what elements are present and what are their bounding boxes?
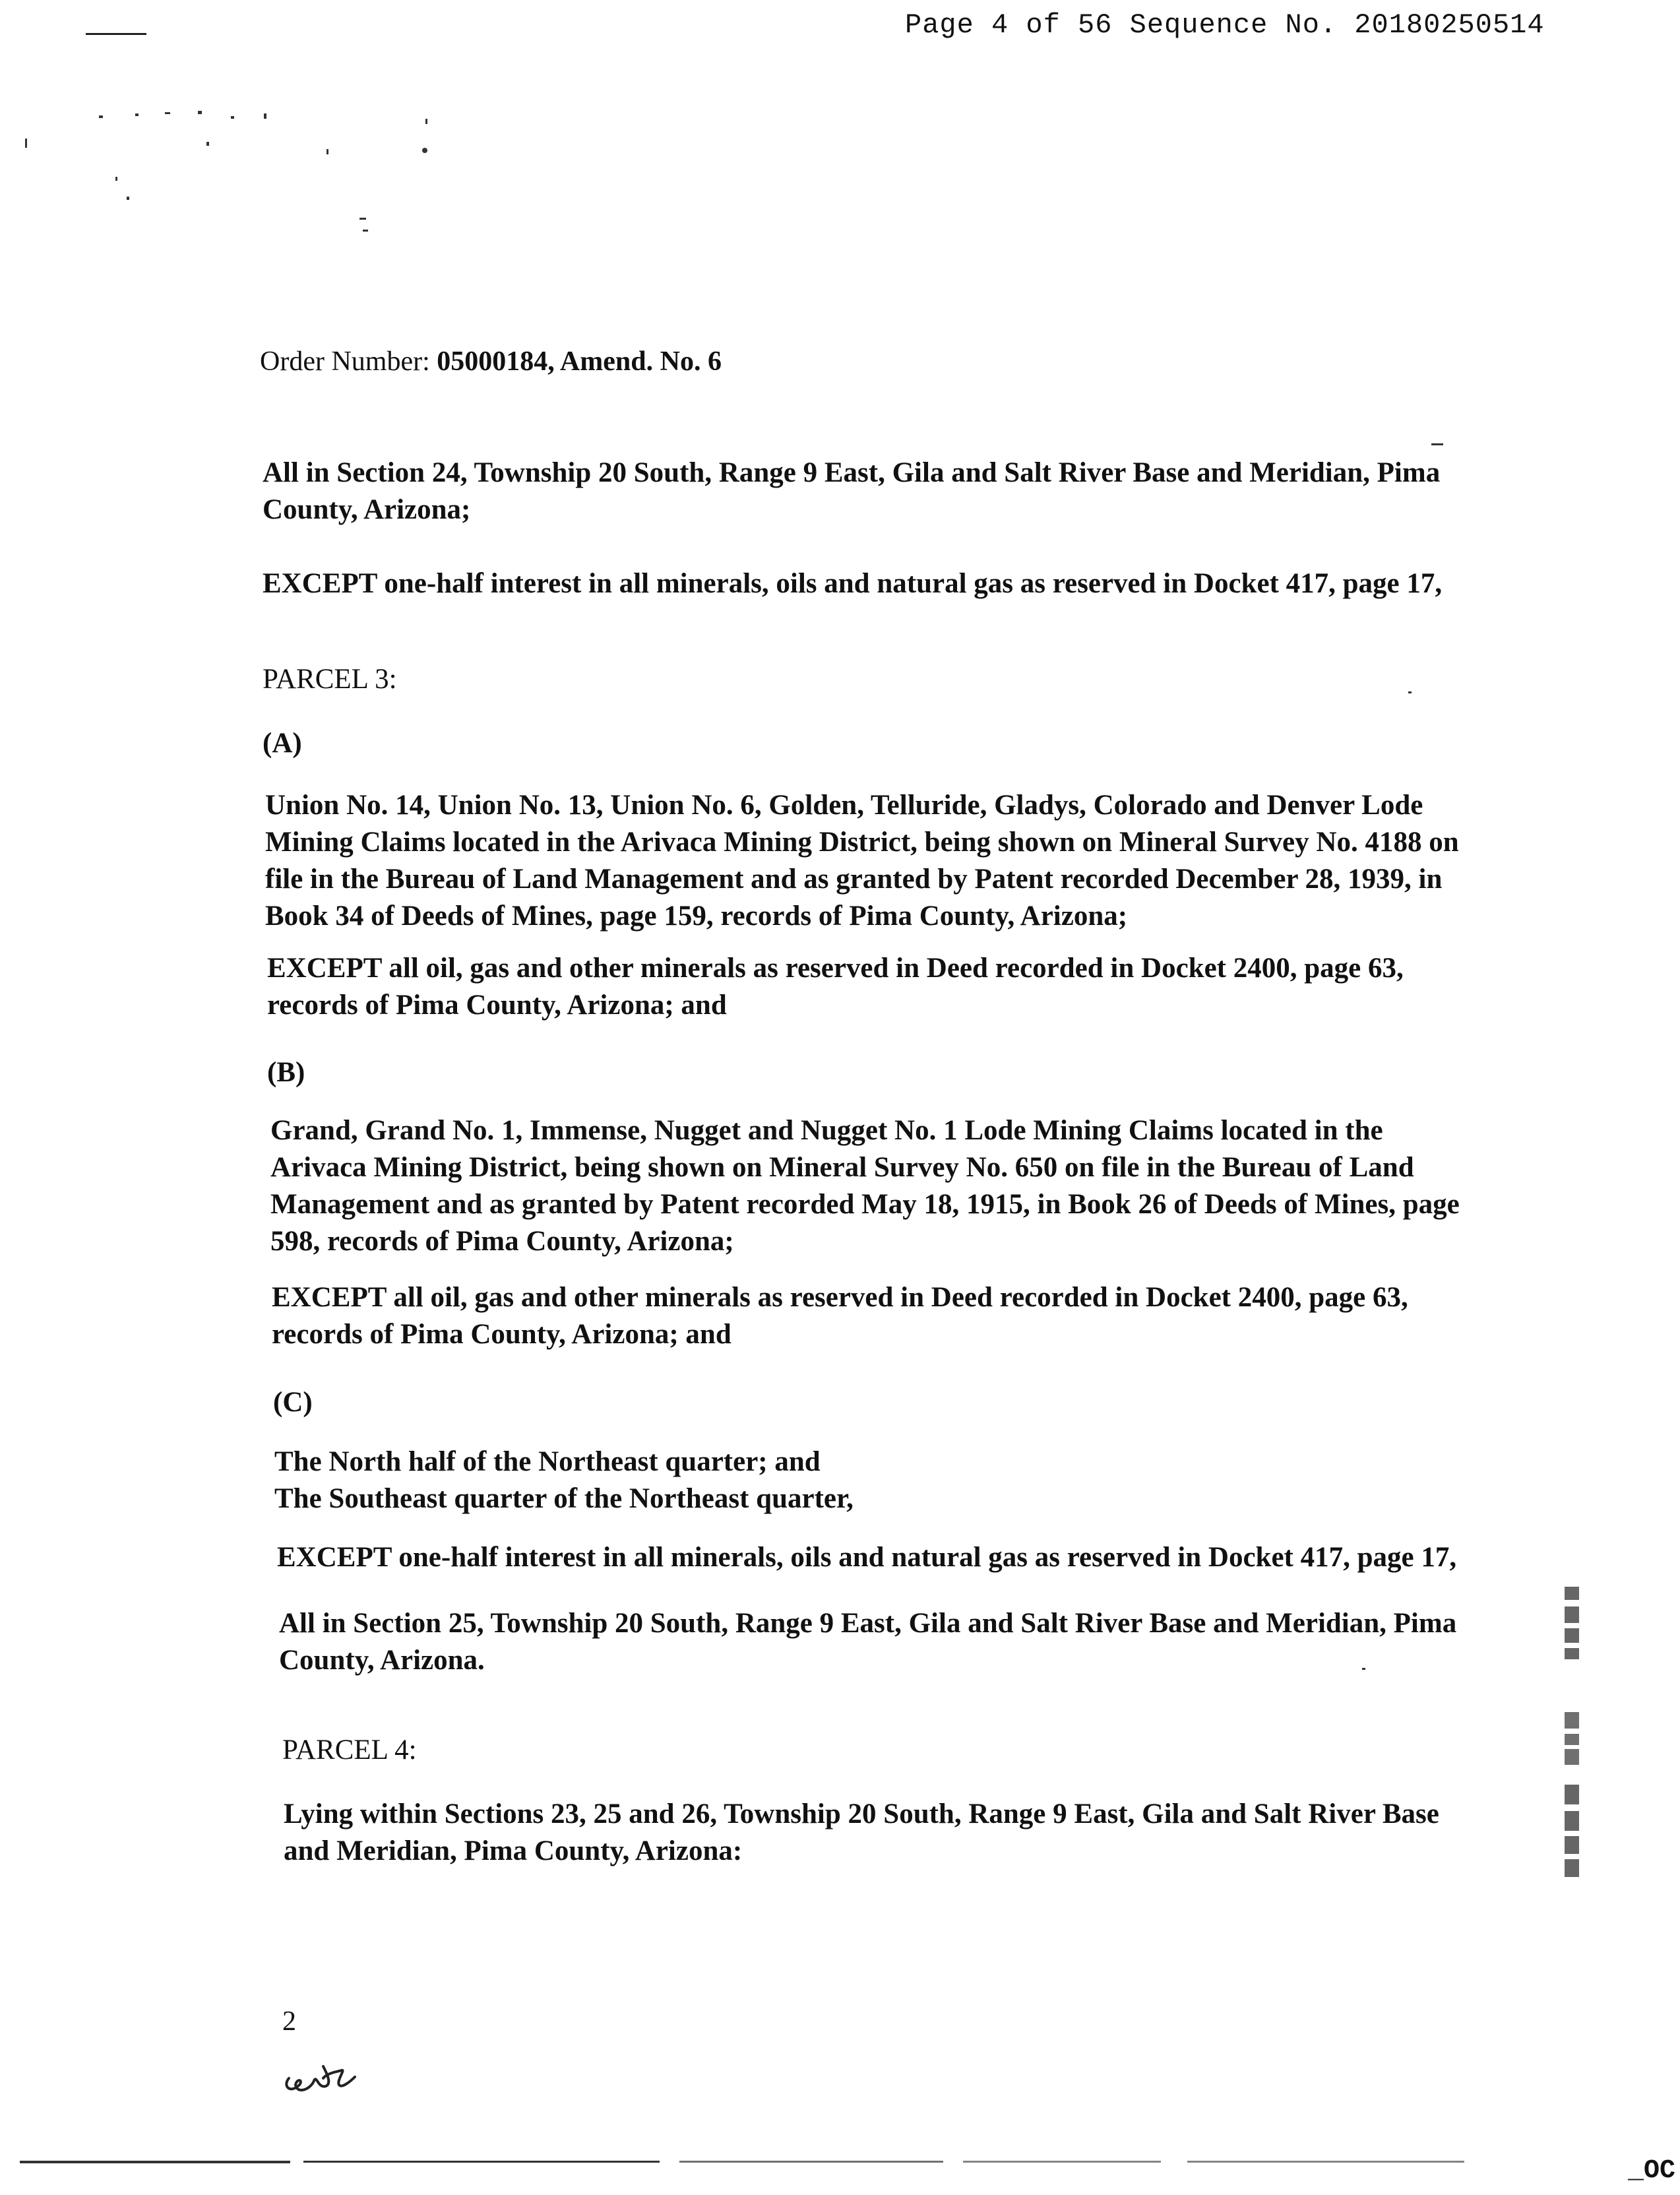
order-number-label: Order Number:: [260, 346, 430, 377]
text-line: records of Pima County, Arizona; and: [272, 1319, 731, 1350]
scan-speck: [165, 112, 170, 114]
text-line: Arivaca Mining District, being shown on Mineral Survey No. 650 on file in the Bureau of Land: [270, 1152, 1414, 1183]
text-line: and Meridian, Pima County, Arizona:: [284, 1835, 743, 1866]
page-header: Page 4 of 56 Sequence No. 20180250514: [905, 9, 1545, 41]
scan-speck: [363, 230, 368, 232]
text-line: EXCEPT one-half interest in all minerals, oils and natural gas as reserved in Docket 417, page 17,: [277, 1542, 1457, 1573]
scan-speck: [135, 113, 139, 116]
text-line: Mining Claims located in the Arivaca Mining District, being shown on Mineral Survey No. 4188 on: [265, 827, 1459, 858]
scan-speck: [264, 113, 266, 119]
scan-speck: [1431, 443, 1443, 445]
text-line: (C): [273, 1387, 313, 1418]
text-line: Grand, Grand No. 1, Immense, Nugget and Nugget No. 1 Lode Mining Claims located in the: [270, 1115, 1383, 1146]
label-c: [273, 1384, 313, 1421]
scan-speck: [425, 119, 427, 124]
text-line: (A): [263, 728, 302, 759]
scan-speck: [127, 197, 129, 200]
order-number-value: 05000184, Amend. No. 6: [437, 346, 722, 377]
paragraph-union-claims: [265, 787, 1459, 935]
scan-speck: [422, 148, 427, 153]
order-number: [260, 346, 722, 377]
handwritten-initials: [277, 2052, 369, 2105]
text-line: All in Section 25, Township 20 South, Range 9 East, Gila and Salt River Base and Meridian, Pima: [279, 1608, 1457, 1639]
side-stamp-mark: [1558, 1587, 1584, 1897]
heading-parcel-3: [263, 661, 397, 698]
scan-speck: [115, 177, 117, 181]
paragraph-section-25: [279, 1605, 1456, 1679]
scan-speck: [25, 139, 27, 148]
paragraph-except-docket-417: [263, 565, 1442, 602]
scan-speck: [359, 218, 366, 220]
text-line: County, Arizona;: [263, 494, 471, 525]
paragraph-grand-claims: [270, 1112, 1460, 1260]
text-line: County, Arizona.: [279, 1645, 485, 1676]
text-line: Management and as granted by Patent recorded May 18, 1915, in Book 26 of Deeds of Mines, page: [270, 1189, 1460, 1220]
bottom-scan-line: [303, 2161, 660, 2163]
scan-speck: [206, 142, 209, 146]
corner-mark: _OC: [1628, 2156, 1676, 2186]
text-line: EXCEPT all oil, gas and other minerals as reserved in Deed recorded in Docket 2400, page 63,: [267, 953, 1404, 984]
label-b: [267, 1054, 305, 1091]
text-line: Lying within Sections 23, 25 and 26, Township 20 South, Range 9 East, Gila and Salt River Base: [284, 1798, 1439, 1829]
bottom-scan-line: [679, 2161, 943, 2163]
text-line: The Southeast quarter of the Northeast quarter,: [274, 1483, 854, 1514]
paragraph-northeast-quarter: [274, 1444, 854, 1517]
text-line: Book 34 of Deeds of Mines, page 159, records of Pima County, Arizona;: [265, 901, 1128, 932]
scan-speck: [327, 149, 328, 154]
scan-speck: [231, 116, 234, 119]
bottom-scan-line: [20, 2161, 290, 2163]
bottom-scan-line: [963, 2161, 1161, 2163]
heading-parcel-4: [282, 1732, 417, 1769]
text-line: PARCEL 3:: [263, 664, 397, 695]
scan-speck: [1408, 691, 1412, 693]
text-line: file in the Bureau of Land Management and as granted by Patent recorded December 28, 1939, in: [265, 864, 1443, 895]
paragraph-section-24: [263, 455, 1440, 528]
text-line: The North half of the Northeast quarter; and: [274, 1446, 821, 1477]
page-number: 2: [282, 2006, 296, 2037]
text-line: All in Section 24, Township 20 South, Range 9 East, Gila and Salt River Base and Meridian, Pima: [263, 457, 1441, 488]
paragraph-except-docket-2400-b: [272, 1279, 1408, 1353]
text-line: PARCEL 4:: [282, 1734, 417, 1766]
text-line: (B): [267, 1057, 305, 1088]
scan-speck: [198, 111, 202, 114]
scan-speck: [99, 115, 103, 118]
paragraph-except-docket-417-b: [277, 1539, 1456, 1576]
text-line: 598, records of Pima County, Arizona;: [270, 1226, 734, 1257]
text-line: Union No. 14, Union No. 13, Union No. 6, Golden, Telluride, Gladys, Colorado and Denver Lode: [265, 790, 1423, 821]
text-line: records of Pima County, Arizona; and: [267, 990, 727, 1021]
bottom-scan-line: [1187, 2161, 1464, 2163]
label-a: [263, 725, 302, 762]
header-rule: [86, 33, 146, 35]
paragraph-sections-23-25-26: [284, 1796, 1439, 1870]
paragraph-except-docket-2400-a: [267, 950, 1404, 1024]
text-line: EXCEPT one-half interest in all minerals, oils and natural gas as reserved in Docket 417, page 17,: [263, 568, 1443, 599]
text-line: EXCEPT all oil, gas and other minerals as reserved in Deed recorded in Docket 2400, page 63,: [272, 1282, 1408, 1313]
